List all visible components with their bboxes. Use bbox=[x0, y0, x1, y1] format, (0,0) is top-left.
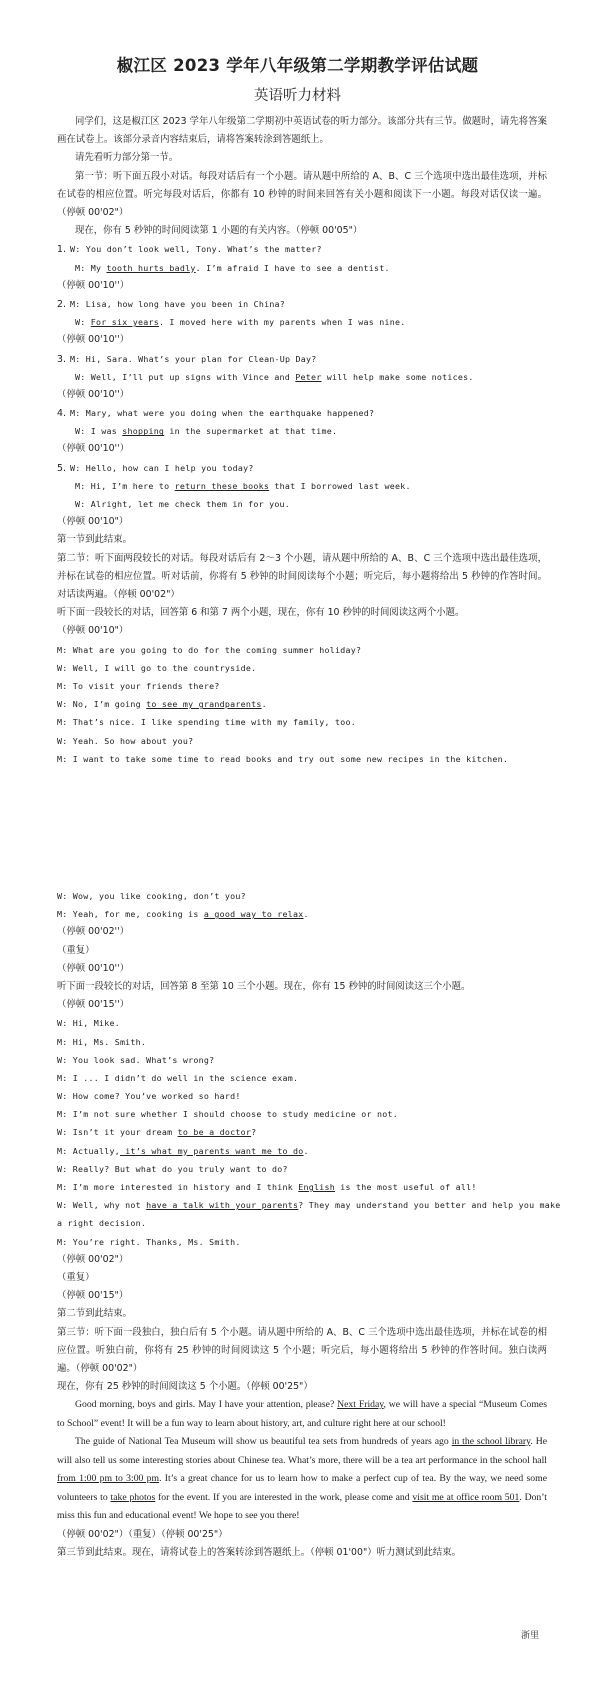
q4-pause: （停顿 00'10''） bbox=[57, 443, 130, 455]
section-2-lead-1: 听下面一段较长的对话，回答第 6 和第 7 两个小题，现在，你有 10 秒钟的时间阅读这两个小题。 bbox=[57, 607, 465, 619]
section-2-pause-1: （停顿 00'10"） bbox=[57, 625, 129, 637]
dialogue-1-line-3: M: To visit your friends there? bbox=[57, 680, 220, 691]
section-2-continued bbox=[57, 887, 561, 1562]
section-2-pause-4: （停顿 00'15''） bbox=[57, 999, 130, 1011]
dialogue-2-line-11: W: Well, why not have a talk with your parents? They may understand you better and help you make bbox=[57, 1200, 561, 1211]
q5-pause: （停顿 00'10"） bbox=[57, 516, 129, 528]
section-2-repeat-2: （重复） bbox=[57, 1271, 95, 1283]
dialogue-2-line-11-cont: a right decision. bbox=[57, 1218, 147, 1229]
dialogue-2-line-4: M: I ... I didn’t do well in the science exam. bbox=[57, 1072, 299, 1083]
q2-line-a: 2. M: Lisa, how long have you been in China? bbox=[57, 298, 286, 310]
q5-line-c: W: Alright, let me check them in for you. bbox=[75, 499, 291, 510]
dialogue-2-line-1: W: Hi, Mike. bbox=[57, 1018, 120, 1029]
dialogue-1-line-9: M: Yeah, for me, cooking is a good way to relax. bbox=[57, 909, 309, 920]
dialogue-2-line-10: M: I’m more interested in history and I think English is the most useful of all! bbox=[57, 1182, 477, 1192]
section-2-pause-5: （停顿 00'02"） bbox=[57, 1253, 129, 1265]
section-2-pause-6: （停顿 00'15"） bbox=[57, 1290, 129, 1302]
page-title: 椒江区 2023 学年八年级第二学期教学评估试题 bbox=[116, 56, 479, 75]
dialogue-2-line-9: W: Really? But what do you truly want to do? bbox=[57, 1163, 288, 1174]
q3-line-b: W: Well, I’ll put up signs with Vince and Peter will help make some notices. bbox=[75, 371, 474, 382]
dialogue-2-line-3: W: You look sad. What’s wrong? bbox=[57, 1054, 215, 1065]
section-2-lead-2: 听下面一段较长的对话，回答第 8 至第 10 三个小题。现在，你有 15 秒钟的时间阅读这三个小题。 bbox=[57, 980, 471, 992]
q1-pause: （停顿 00'10''） bbox=[57, 279, 130, 291]
dialogue-1-line-7: M: I want to take some time to read books and try out some new recipes in the kitchen. bbox=[57, 753, 509, 764]
dialogue-1-line-4: W: No, I’m going to see my grandparents. bbox=[57, 699, 267, 710]
monologue-paragraph-2: The guide of National Tea Museum will show us beautiful tea sets from hundreds of years ago in the school library. He will also tell us some interesting stories about Chinese tea. What’s more, there will be a tea art performance in the school hall from 1:00 pm to 3:00 pm. It’s a great chance for us to learn how to make a perfect cup of tea. By the way, we need some volunteers to take photos for the event. If you are interested in the work, please come and visit me at office room 501. Don’t miss this fun and educational event! We hope to see you there! bbox=[57, 1436, 547, 1522]
section-1-lead: 现在，你有 5 秒钟的时间阅读第 1 小题的有关内容。（停顿 00'05"） bbox=[75, 225, 363, 237]
dialogue-2-line-2: M: Hi, Ms. Smith. bbox=[57, 1036, 147, 1047]
dialogue-2-line-8: M: Actually, it’s what my parents want me to do. bbox=[57, 1145, 309, 1156]
section-2-pause-2: （停顿 00'02''） bbox=[57, 926, 130, 938]
section-3-end: 第三节到此结束。现在，请将试卷上的答案转涂到答题纸上。（停顿 01'00"）听力测试到此结束。 bbox=[57, 1546, 462, 1558]
q4-line-b: W: I was shopping in the supermarket at that time. bbox=[75, 426, 338, 437]
q4-line-a: 4. M: Mary, what were you doing when the earthquake happened? bbox=[57, 408, 375, 420]
dialogue-2-line-6: M: I’m not sure whether I should choose to study medicine or not. bbox=[57, 1109, 398, 1120]
section-2-pause-3: （停顿 00'10''） bbox=[57, 962, 130, 974]
section-2-instructions: 第二节：听下面两段较长的对话。每段对话后有 2～3 个小题，请从题中所给的 A、B、C 三个选项中选出最佳选项，并标在试卷的相应位置。听对话前，你将有 5 秒钟的时间阅读每个小题；听完后，每小题将给出 5 秒钟的作答时间。对话读两遍。（停顿 00'02"） bbox=[57, 552, 547, 601]
q2-pause: （停顿 00'10''） bbox=[57, 334, 130, 346]
page-subtitle: 英语听力材料 bbox=[254, 88, 341, 104]
dialogue-2-line-7: W: Isn’t it your dream to be a doctor? bbox=[57, 1127, 257, 1138]
dialogue-2-line-12: M: You’re right. Thanks, Ms. Smith. bbox=[57, 1236, 241, 1247]
monologue-paragraph-1: Good morning, boys and girls. May I have your attention, please? Next Friday, we will have a special “Museum Comes to School” event! It will be a fun way to learn about history, art, and culture right here at our school! bbox=[57, 1399, 547, 1429]
section-1-end: 第一节到此结束。 bbox=[57, 534, 133, 546]
q2-line-b: W: For six years. I moved here with my parents when I was nine. bbox=[75, 317, 406, 328]
q5-line-b: M: Hi, I’m here to return these books that I borrowed last week. bbox=[75, 480, 411, 491]
dialogue-1-line-2: W: Well, I will go to the countryside. bbox=[57, 662, 257, 673]
q1-line-b: M: My tooth hurts badly. I’m afraid I have to see a dentist. bbox=[75, 262, 390, 273]
section-1-instructions: 第一节：听下面五段小对话。每段对话后有一个小题。请从题中所给的 A、B、C 三个选项中选出最佳选项，并标在试卷的相应位置。听完每段对话后，你都有 10 秒钟的时间来回答有关小题和阅读下一小题。每段对话仅读一遍。（停顿 00'02"） bbox=[57, 170, 547, 219]
dialogue-1-line-5: M: That’s nice. I like spending time with my family, too. bbox=[57, 717, 356, 728]
section-2-end: 第二节到此结束。 bbox=[57, 1308, 133, 1320]
dialogue-1-line-1: M: What are you going to do for the coming summer holiday? bbox=[57, 644, 362, 655]
dialogue-1-line-6: W: Yeah. So how about you? bbox=[57, 735, 194, 746]
dialogue-1-line-8: W: Wow, you like cooking, don’t you? bbox=[57, 891, 246, 901]
footer-mark: 浙里 bbox=[520, 1631, 539, 1641]
section-3-lead: 现在，你有 25 秒钟的时间阅读这 5 个小题。（停顿 00'25"） bbox=[57, 1381, 313, 1393]
section-3-instructions: 第三节：听下面一段独白，独白后有 5 个小题。请从题中所给的 A、B、C 三个选项中选出最佳选项，并标在试卷的相应位置。听独白前，你将有 25 秒钟的时间阅读这 5 个小题；听完后，每小题将给出 5 秒钟的作答时间。独白读两遍。（停顿 00'02"） bbox=[57, 1326, 547, 1374]
q1-line-a: 1. W: You don’t look well, Tony. What’s the matter? bbox=[57, 244, 322, 256]
intro-and-section-1 bbox=[57, 113, 547, 768]
section-3-pause: （停顿 00'02"）（重复）（停顿 00'25"） bbox=[57, 1528, 228, 1540]
section-2-repeat-1: （重复） bbox=[57, 944, 95, 956]
intro-prompt: 请先看听力部分第一节。 bbox=[75, 152, 179, 164]
q3-line-a: 3. M: Hi, Sara. What’s your plan for Clean-Up Day? bbox=[57, 353, 317, 365]
q3-pause: （停顿 00'10''） bbox=[57, 388, 130, 400]
q5-line-a: 5. W: Hello, how can I help you today? bbox=[57, 462, 254, 474]
intro-paragraph: 同学们，这是椒江区 2023 学年八年级第二学期初中英语试卷的听力部分。该部分共有三节。做题时，请先将答案画在试卷上。该部分录音内容结束后，请将答案转涂到答题纸上。 bbox=[57, 116, 547, 146]
dialogue-2-line-5: W: How come? You’ve worked so hard! bbox=[57, 1091, 241, 1102]
